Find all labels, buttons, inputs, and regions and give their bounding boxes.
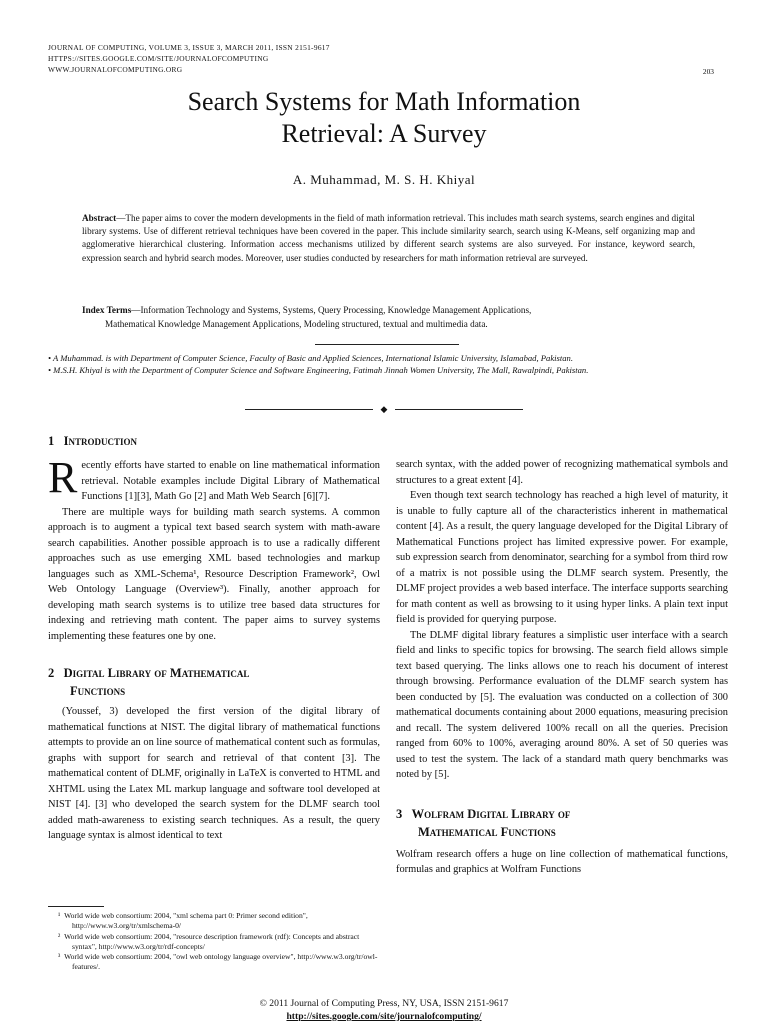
index-terms-label: Index Terms — [82, 305, 132, 315]
abstract-label: Abstract — [82, 213, 117, 223]
header-line-2: HTTPS://SITES.GOOGLE.COM/SITE/JOURNALOFCOMPUTING — [48, 54, 269, 63]
footnote-2-text: World wide web consortium: 2004, "resource description framework (rdf): Concepts and abstract syntax", http://www.w3.org/tr/rdf-concepts/ — [64, 931, 360, 951]
section-divider — [0, 404, 768, 415]
section-1-p1-text: ecently efforts have started to enable on line mathematical information retrieval. Notable examples include Digital Library of Mathematical Functions [1][3], Math Go [2] and Math Web Search [6][7]. — [81, 460, 380, 502]
right-paragraph-2: The DLMF digital library features a simplistic user interface with a search field and links to specific topics for browsing. The search field allows simple text based querying. The links allows one to reach his document of interest through browsing. Performance evaluation of the DLMF search system has been conducted by [5]. The evaluation was conducted on a collection of 300 mathematical documents containing about 2000 equations, measuring precision and recall. The system delivered 100% recall on all the queries. Precision ranged from 60% to 100%, averaging around 80%. A set of 50 queries was used to test the system. The lack of a standard math query benchmarks was noted by [5]. — [396, 629, 728, 780]
journal-header — [48, 42, 330, 75]
footnote-1 — [48, 911, 378, 932]
footnote-3 — [48, 952, 378, 973]
footnote-1-mark: ¹ — [58, 911, 61, 920]
right-column — [396, 457, 728, 878]
left-column — [48, 432, 380, 844]
section-3-title-line-1: Wolfram Digital Library of — [411, 806, 571, 821]
footnote-rule — [48, 906, 104, 907]
title-line-2: Retrieval: A Survey — [281, 119, 487, 148]
authors: A. Muhammad, M. S. H. Khiyal — [292, 172, 476, 187]
affiliation-2: • M.S.H. Khiyal is with the Department of Computer Science and Software Engineering, Fatimah Jinnah Women University, The Mall, Rawalpindi, Pakistan. — [48, 365, 589, 375]
divider-diamond-icon: ◆ — [380, 404, 388, 414]
page-footer — [0, 997, 768, 1023]
footnote-2 — [48, 932, 378, 953]
footnote-2-mark: ² — [58, 931, 61, 941]
affiliations — [48, 352, 708, 376]
abstract-text: —The paper aims to cover the modern developments in the field of math information retrieval. This includes math search systems, search engines and digital library systems. Use of different retrieval techniques have been covered in the paper. This include similarity search, search using K-Means, self organizing map and agglomerative hierarchical clustering. Information access mechanisms utilized by different search systems are also surveyed. For instance, keyword search, expression search and hybrid search modes. Moreover, user studies conducted by researchers for math information retrieval are surveyed. — [82, 213, 695, 263]
section-2-heading-line-2 — [48, 682, 380, 700]
section-2-title-line-1: Digital Library of Mathematical — [63, 666, 250, 680]
section-2-number: 2 — [48, 666, 55, 680]
index-terms-line-2: Mathematical Knowledge Management Applications, Modeling structured, textual and multimedia data. — [105, 319, 488, 329]
section-3-heading-line-2 — [396, 823, 728, 841]
abstract — [82, 212, 695, 265]
section-1-paragraph-1 — [48, 453, 380, 505]
abstract-rule — [315, 344, 459, 345]
section-1-paragraph-2: There are multiple ways for building math search systems. A common approach is to augment a typical text based search system with math-aware search capabilities. Another possible approach is to use a radically different approaches such as use emerging XML based technologies and markup languages such as XML-Schema¹, Resource Description Framework², Owl Web Ontology Language (Overview³). Finally, another approach for developing math search systems is to utilize tree based data structures for indexing and retrieving math content. The paper aims to survey systems implementing these features one by one. — [48, 506, 380, 642]
section-2-paragraph-1: (Youssef, 3) developed the first version of the digital library of mathematical functions at NIST. The digital library of mathematical functions attempts to provide an on line source of mathematical content such as formulas, graphs with support for search and retrieval of that content [3]. The mathematical content of DLMF, originally in LaTeX is converted to HTML and XHTML using the Latex ML markup language and software tool developed at NIST [4]. [3] who developed the search system for the DLMF search tool added math-awareness to existing search techniques. As a result, the query language syntax is almost identical to text — [48, 706, 380, 841]
right-paragraph-1: Even though text search technology has reached a high level of maturity, it is unable to fully capture all of the characteristics inherent in mathematical content [4]. As a result, the query language developed for the Digital Library of Mathematical Functions project has limited expressive power. For example, sub expression search from denominator, searching for a symbol from third row of a matrix is not possible using the DLMF search system. Presently, the DLMF project provides a web based interface. The interface supports searching for math content as well as browsing to it using hyper links. A plain text input field is provided for querying purpose. — [396, 490, 728, 625]
section-3-title-line-2: Mathematical Functions — [418, 824, 556, 839]
section-1-heading — [48, 432, 380, 450]
index-terms — [82, 303, 695, 331]
footer-copyright: © 2011 Journal of Computing Press, NY, USA, ISSN 2151-9617 — [259, 998, 509, 1009]
footer-url-link[interactable]: http://sites.google.com/site/journalofcomputing/ — [286, 1011, 482, 1022]
title-line-1: Search Systems for Math Information — [187, 87, 581, 116]
footnote-3-mark: ³ — [58, 952, 61, 962]
section-3-number: 3 — [396, 806, 403, 821]
section-3-heading — [396, 805, 728, 823]
footnote-1-text: World wide web consortium: 2004, "xml schema part 0: Primer second edition", http://www.w3.org/tr/xmlschema-0/ — [64, 911, 308, 931]
footnote-3-text: World wide web consortium: 2004, "owl web ontology language overview", http://www.w3.org/tr/owl-features/. — [64, 952, 378, 972]
right-paragraph-0: search syntax, with the added power of recognizing mathematical symbols and structures to a great extent [4]. — [396, 459, 728, 486]
section-3-paragraph-1: Wolfram research offers a huge on line collection of mathematical functions, formulas and graphics at Wolfram Functions — [396, 848, 728, 875]
index-terms-line-1: —Information Technology and Systems, Systems, Query Processing, Knowledge Management Applications, — [131, 305, 532, 315]
drop-cap: R — [48, 453, 78, 502]
page-number: 203 — [702, 67, 714, 76]
section-2-heading — [48, 664, 380, 682]
footnotes — [48, 906, 378, 973]
paper-title — [0, 86, 768, 150]
section-2-title-line-2: Functions — [70, 684, 126, 698]
header-line-1: JOURNAL OF COMPUTING, VOLUME 3, ISSUE 3, MARCH 2011, ISSN 2151-9617 — [48, 43, 330, 52]
section-1-number: 1 — [48, 434, 55, 448]
header-line-3: WWW.JOURNALOFCOMPUTING.ORG — [48, 65, 183, 74]
affiliation-1: • A Muhammad. is with Department of Computer Science, Faculty of Basic and Applied Sciences, International Islamic University, Islamabad, Pakistan. — [48, 353, 574, 363]
section-1-title: Introduction — [63, 434, 137, 448]
